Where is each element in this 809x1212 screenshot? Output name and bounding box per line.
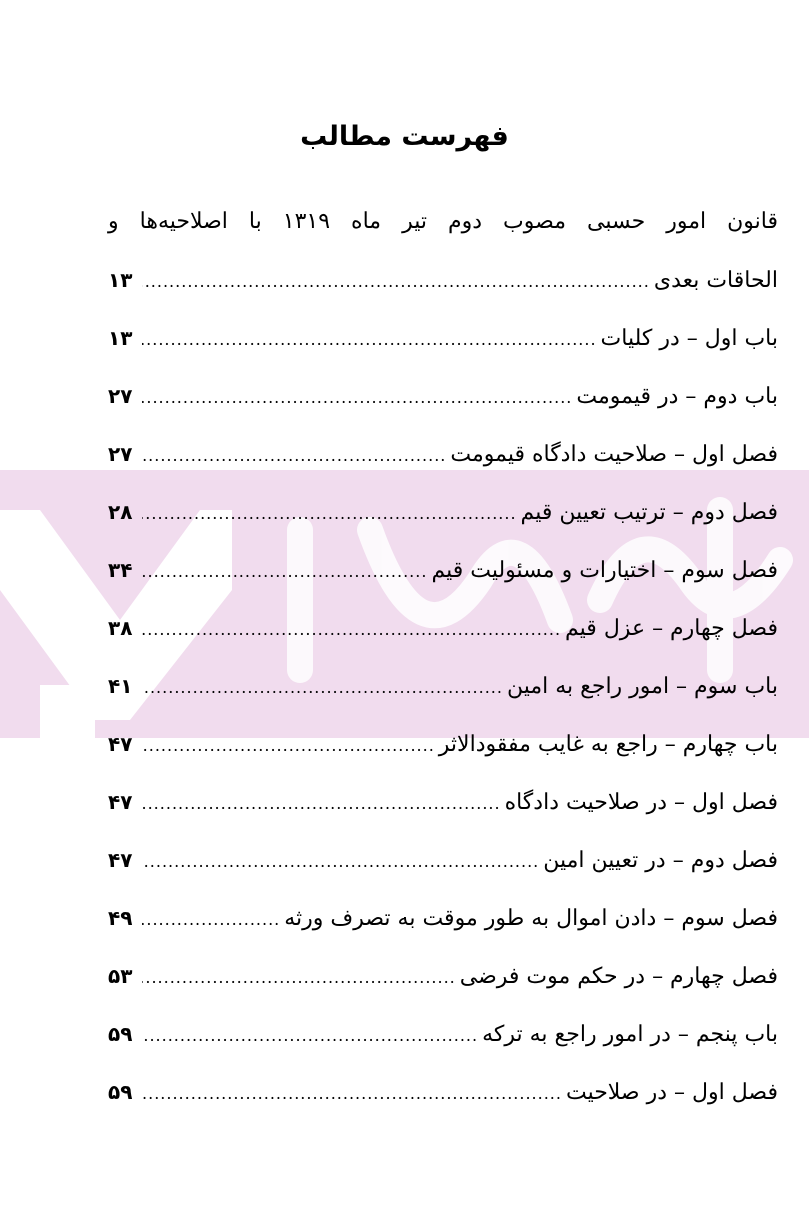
toc-entry[interactable] (108, 251, 778, 309)
toc-intro-line: قانون امور حسبی مصوب دوم تیر ماه ۱۳۱۹ با اصلاحیه‌ها و (108, 209, 778, 234)
toc-entry[interactable] (108, 1063, 778, 1121)
toc-entry-leader-dots (142, 427, 446, 485)
toc-entry[interactable] (108, 541, 778, 599)
toc-entry-leader-dots (142, 311, 597, 369)
toc-entry-page-number: ۵۳ (108, 964, 133, 988)
toc-entry-title: فصل چهارم – در حکم موت فرضی (459, 964, 778, 989)
toc-entry-leader-dots (142, 659, 503, 717)
toc-entries-list (108, 251, 778, 1121)
toc-entry-page-number: ۲۸ (108, 500, 133, 524)
toc-entry-page-number: ۲۷ (108, 442, 133, 466)
toc-entry-leader-dots (142, 1065, 562, 1123)
toc-entry-page-number: ۳۸ (108, 616, 133, 640)
toc-entry-title: باب چهارم – راجع به غایب مفقودالاثر (438, 732, 778, 757)
page-title: فهرست مطالب (300, 121, 509, 152)
toc-entry[interactable] (108, 1005, 778, 1063)
toc-entry[interactable] (108, 773, 778, 831)
toc-entry-leader-dots (142, 891, 280, 949)
toc-entry-title: باب اول – در کلیات (600, 326, 778, 351)
toc-entry-title: باب سوم – امور راجع به امین (506, 674, 778, 699)
toc-entry-title: باب دوم – در قیمومت (576, 384, 778, 409)
toc-entry[interactable] (108, 831, 778, 889)
toc-entry-title: فصل سوم – اختیارات و مسئولیت قیم (431, 558, 778, 583)
toc-entry[interactable] (108, 483, 778, 541)
toc-entry-page-number: ۵۹ (108, 1022, 133, 1046)
toc-entry-title: فصل اول – در صلاحیت دادگاه (504, 790, 778, 815)
toc-entry-title: باب پنجم – در امور راجع به ترکه (482, 1022, 778, 1047)
toc-entry-leader-dots (142, 253, 650, 311)
toc-entry[interactable] (108, 947, 778, 1005)
toc-entry-title: فصل دوم – ترتیب تعیین قیم (520, 500, 778, 525)
toc-entry[interactable] (108, 425, 778, 483)
toc-entry-title: الحاقات بعدی (653, 268, 778, 293)
toc-entry-page-number: ۴۹ (108, 906, 133, 930)
toc-entry-page-number: ۱۳ (108, 268, 133, 292)
toc-entry-title: فصل اول – صلاحیت دادگاه قیمومت (450, 442, 778, 467)
toc-entry-page-number: ۴۷ (108, 848, 133, 872)
toc-entry[interactable] (108, 889, 778, 947)
toc-entry[interactable] (108, 367, 778, 425)
toc-entry-leader-dots (142, 485, 517, 543)
toc-entry-page-number: ۴۷ (108, 732, 133, 756)
toc-entry-title: فصل اول – در صلاحیت (565, 1080, 778, 1105)
toc-entry-leader-dots (142, 369, 572, 427)
toc-entry-page-number: ۵۹ (108, 1080, 133, 1104)
toc-entry-leader-dots (142, 1007, 478, 1065)
toc-entry-title: فصل سوم – دادن اموال به طور موقت به تصرف ورثه (284, 906, 778, 931)
toc-entry-leader-dots (142, 775, 501, 833)
toc-entry-leader-dots (142, 543, 427, 601)
toc-entry-leader-dots (142, 949, 456, 1007)
toc-entry[interactable] (108, 599, 778, 657)
toc-entry-title: فصل چهارم – عزل قیم (565, 616, 778, 641)
toc-entry-page-number: ۳۴ (108, 558, 133, 582)
table-of-contents (108, 193, 778, 1121)
toc-entry[interactable] (108, 309, 778, 367)
toc-entry[interactable] (108, 657, 778, 715)
toc-entry-leader-dots (142, 601, 561, 659)
toc-entry-page-number: ۴۷ (108, 790, 133, 814)
toc-entry-page-number: ۲۷ (108, 384, 133, 408)
toc-entry-page-number: ۴۱ (108, 674, 133, 698)
toc-entry-leader-dots (142, 717, 435, 775)
toc-entry[interactable] (108, 715, 778, 773)
toc-entry-page-number: ۱۳ (108, 326, 133, 350)
toc-entry-title: فصل دوم – در تعیین امین (543, 848, 778, 873)
toc-entry-leader-dots (142, 833, 539, 891)
